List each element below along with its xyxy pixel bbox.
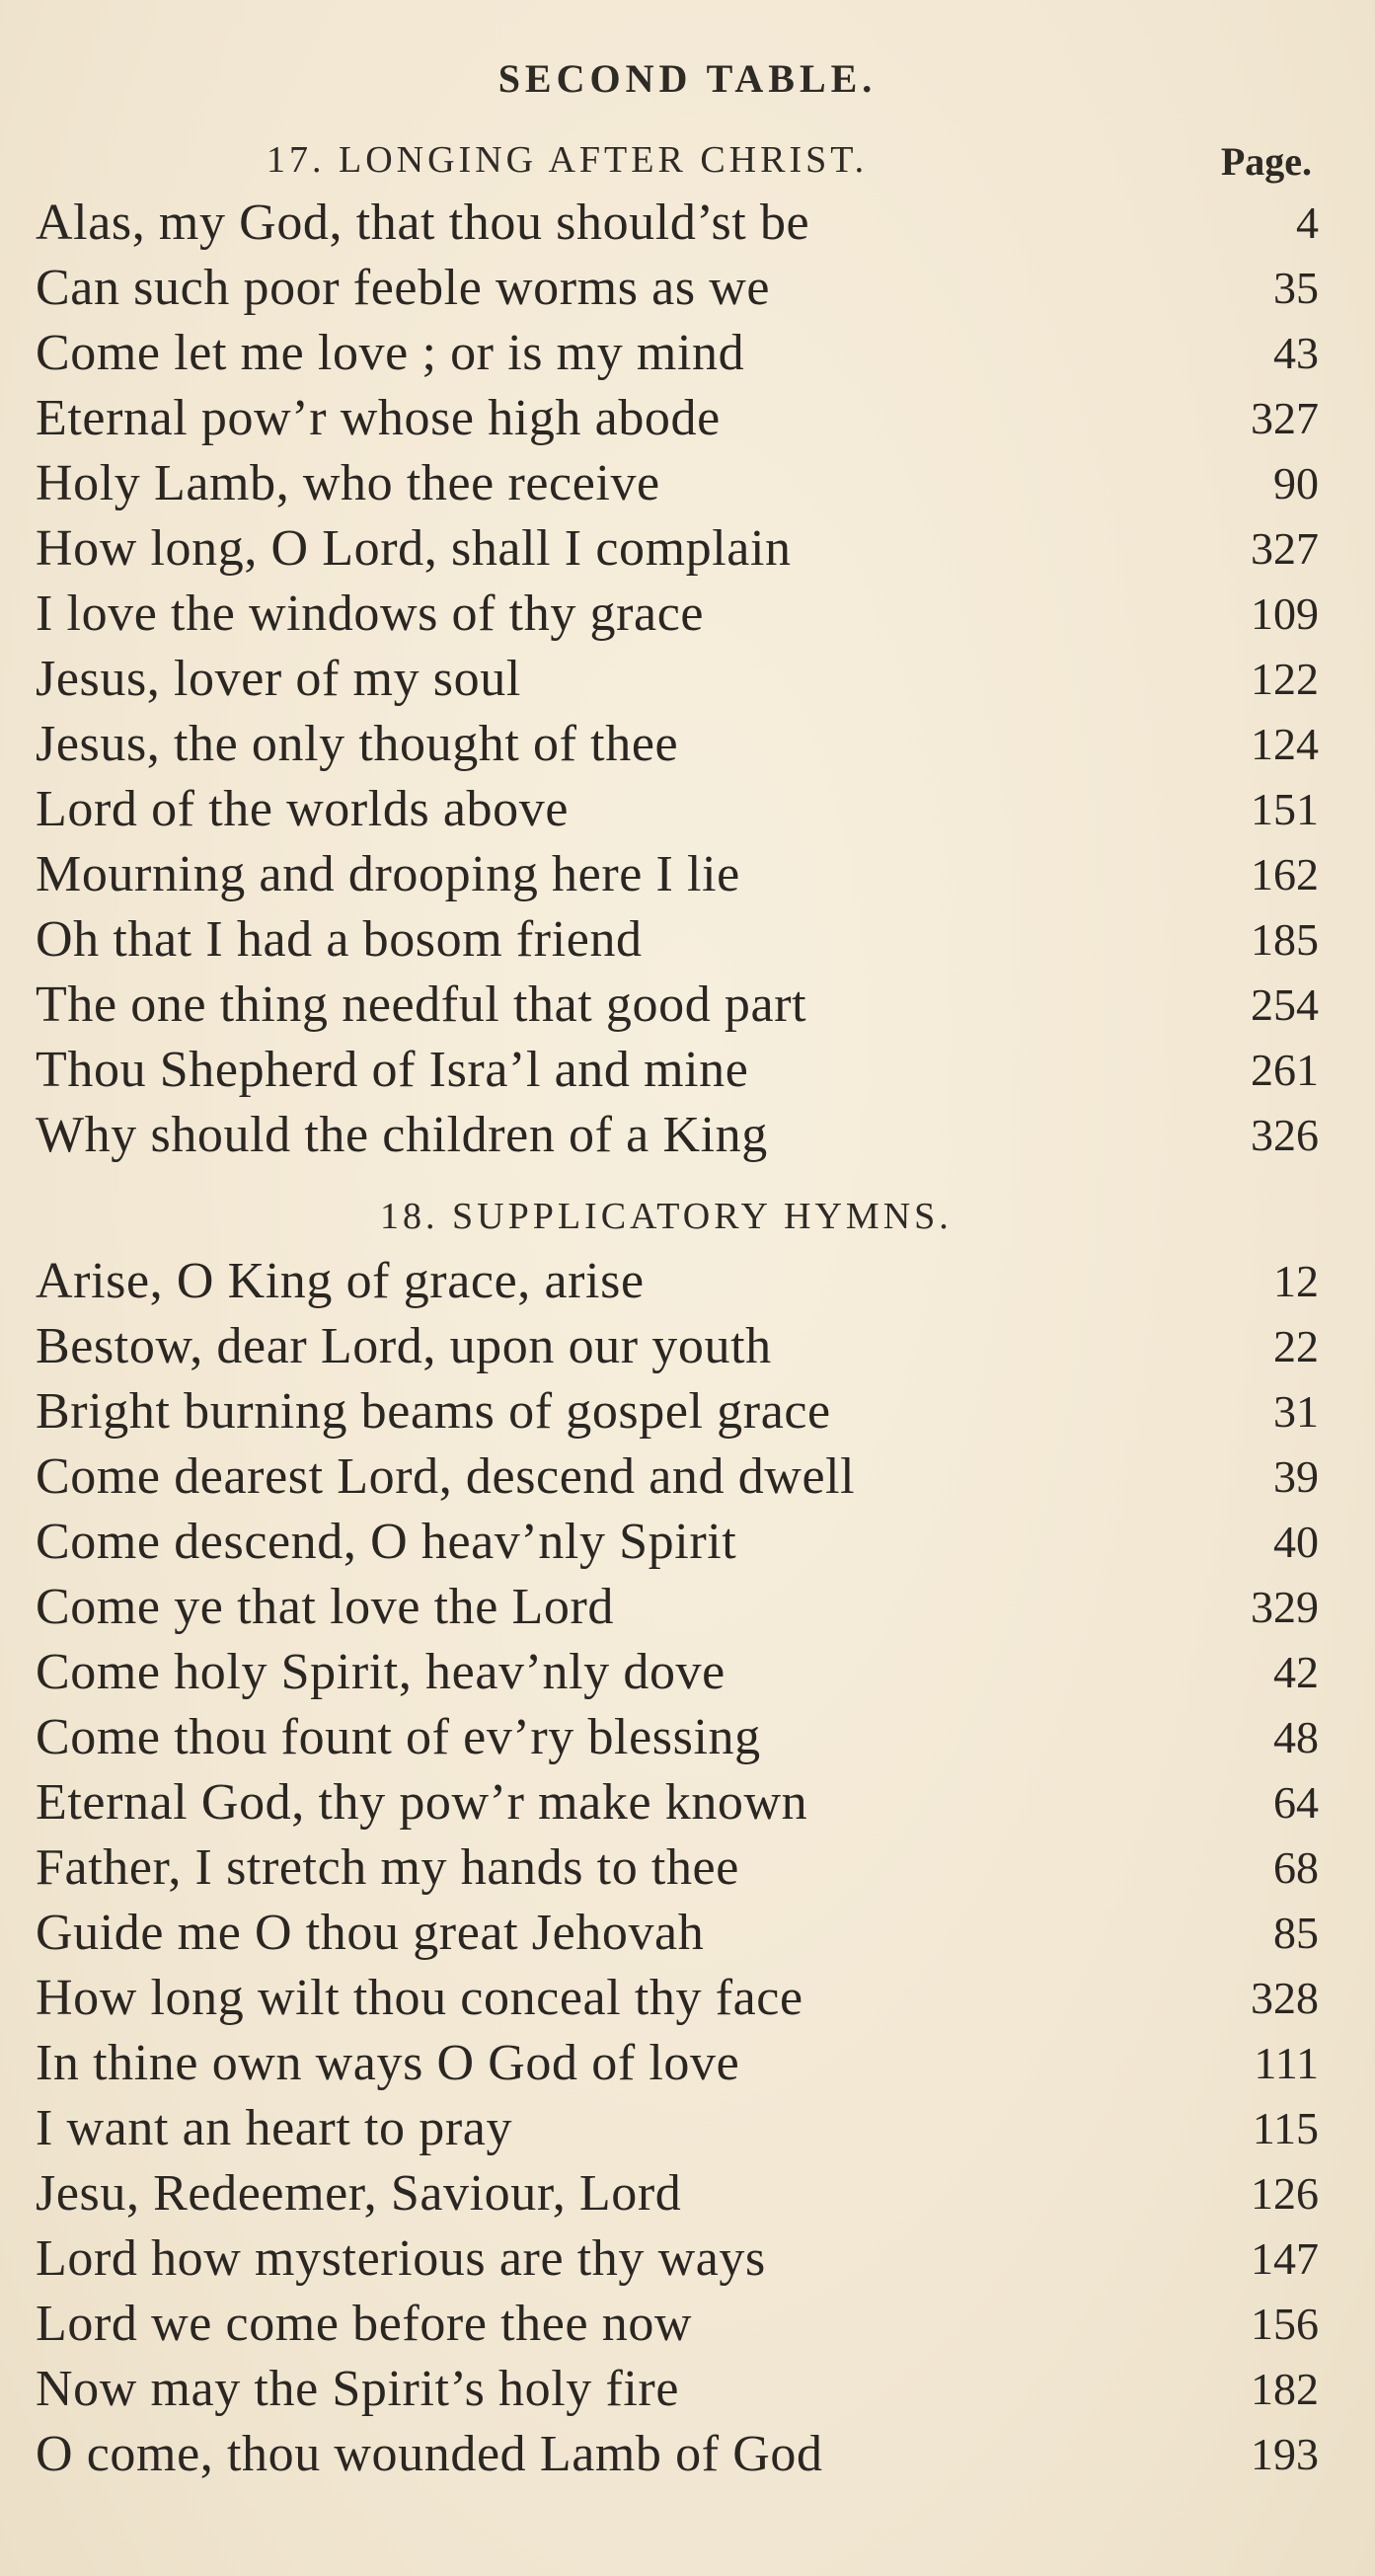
hymn-entry xyxy=(36,910,1319,970)
page-number: 4 xyxy=(1296,197,1319,248)
first-line: Jesu, Redeemer, Saviour, Lord xyxy=(36,2165,682,2222)
page-number: 126 xyxy=(1251,2168,1319,2219)
page-number: 31 xyxy=(1273,1386,1319,1437)
first-line: Why should the children of a King xyxy=(36,1107,768,1163)
page-number: 193 xyxy=(1251,2429,1319,2479)
section-header-longing-after-christ xyxy=(0,138,1375,197)
page-number: 12 xyxy=(1273,1256,1319,1306)
first-line: Bestow, dear Lord, upon our youth xyxy=(36,1318,772,1374)
hymn-entry xyxy=(36,2164,1319,2224)
hymn-entry xyxy=(36,780,1319,839)
first-line: Mourning and drooping here I lie xyxy=(36,846,740,902)
first-line: Father, I stretch my hands to thee xyxy=(36,1839,739,1896)
first-line: Come thou fount of ev’ry blessing xyxy=(36,1709,761,1765)
first-line: In thine own ways O God of love xyxy=(36,2035,740,2091)
section-title: 17. LONGING AFTER CHRIST. xyxy=(267,139,869,181)
page-number: 327 xyxy=(1251,523,1319,574)
hymn-entry xyxy=(36,1317,1319,1376)
first-line: Come let me love ; or is my mind xyxy=(36,325,745,381)
first-line: Now may the Spirit’s holy fire xyxy=(36,2361,680,2417)
first-line: Lord of the worlds above xyxy=(36,781,570,837)
page-number: 122 xyxy=(1251,654,1319,704)
section-header-supplicatory-hymns xyxy=(0,1195,1375,1254)
hymn-entry xyxy=(36,519,1319,579)
page-number: 90 xyxy=(1273,458,1319,508)
page-number: 48 xyxy=(1273,1712,1319,1762)
first-line: Eternal pow’r whose high abode xyxy=(36,390,721,446)
page-number: 151 xyxy=(1251,784,1319,834)
hymn-entry xyxy=(36,2360,1319,2419)
first-line: Thou Shepherd of Isra’l and mine xyxy=(36,1042,749,1098)
first-line: O come, thou wounded Lamb of God xyxy=(36,2426,823,2482)
first-line: Oh that I had a bosom friend xyxy=(36,911,643,968)
page-number: 162 xyxy=(1251,849,1319,899)
page-number: 68 xyxy=(1273,1842,1319,1893)
page-number: 22 xyxy=(1273,1321,1319,1371)
first-line: Come dearest Lord, descend and dwell xyxy=(36,1448,856,1505)
page-number: 43 xyxy=(1273,328,1319,378)
hymn-entry xyxy=(36,715,1319,774)
hymn-entry xyxy=(36,2425,1319,2484)
hymn-entry xyxy=(36,1578,1319,1637)
first-line: How long, O Lord, shall I complain xyxy=(36,520,792,577)
page-number: 39 xyxy=(1273,1451,1319,1502)
page-number: 64 xyxy=(1273,1777,1319,1828)
first-line: I love the windows of thy grace xyxy=(36,585,705,642)
first-line: Can such poor feeble worms as we xyxy=(36,260,771,316)
page-number: 109 xyxy=(1251,588,1319,639)
page-column-label: Page. xyxy=(1220,139,1312,184)
hymn-entry xyxy=(36,1382,1319,1442)
first-line: Come descend, O heav’nly Spirit xyxy=(36,1514,737,1570)
page-number: 254 xyxy=(1251,979,1319,1030)
first-line: I want an heart to pray xyxy=(36,2100,513,2156)
page-number: 111 xyxy=(1254,2038,1319,2088)
page-number: 40 xyxy=(1273,1517,1319,1567)
hymn-entry xyxy=(36,389,1319,448)
hymn-entry xyxy=(36,1969,1319,2028)
hymn-entry xyxy=(36,2229,1319,2289)
hymn-entry xyxy=(36,324,1319,383)
page-number: 147 xyxy=(1251,2233,1319,2284)
hymn-entry xyxy=(36,2295,1319,2354)
running-head: SECOND TABLE. xyxy=(497,56,878,101)
hymn-entry xyxy=(36,1447,1319,1507)
hymn-entry xyxy=(36,454,1319,513)
page-number: 156 xyxy=(1251,2299,1319,2349)
page-number: 42 xyxy=(1273,1647,1319,1697)
hymn-entry xyxy=(36,1773,1319,1833)
page-number: 185 xyxy=(1251,914,1319,965)
page-number: 85 xyxy=(1273,1908,1319,1958)
first-line: Come holy Spirit, heav’nly dove xyxy=(36,1644,726,1700)
first-line: The one thing needful that good part xyxy=(36,976,807,1033)
hymn-entry xyxy=(36,1904,1319,1963)
page-number: 326 xyxy=(1251,1110,1319,1160)
page-number: 327 xyxy=(1251,393,1319,443)
hymn-entry xyxy=(36,1041,1319,1100)
first-line: Alas, my God, that thou should’st be xyxy=(36,195,810,251)
page-number: 182 xyxy=(1251,2364,1319,2414)
first-line: Eternal God, thy pow’r make known xyxy=(36,1774,808,1831)
hymn-entry xyxy=(36,1513,1319,1572)
page-number: 261 xyxy=(1251,1045,1319,1095)
hymn-entry xyxy=(36,2099,1319,2158)
section-title: 18. SUPPLICATORY HYMNS. xyxy=(380,1196,953,1237)
hymn-entry xyxy=(36,1708,1319,1767)
first-line: Holy Lamb, who thee receive xyxy=(36,455,660,511)
hymn-entry xyxy=(36,2034,1319,2093)
first-line: Jesus, lover of my soul xyxy=(36,651,521,707)
first-line: Bright burning beams of gospel grace xyxy=(36,1383,831,1440)
hymn-entry xyxy=(36,650,1319,709)
first-line: Lord how mysterious are thy ways xyxy=(36,2230,766,2287)
page-number: 35 xyxy=(1273,263,1319,313)
hymn-entry xyxy=(36,1643,1319,1702)
page-number: 124 xyxy=(1251,719,1319,769)
page-number: 329 xyxy=(1251,1582,1319,1632)
page-number: 115 xyxy=(1252,2103,1319,2153)
hymn-entry xyxy=(36,585,1319,644)
hymn-entry xyxy=(36,1838,1319,1898)
first-line: Lord we come before thee now xyxy=(36,2296,693,2352)
first-line: Guide me O thou great Jehovah xyxy=(36,1905,705,1961)
hymn-entry xyxy=(36,1252,1319,1311)
first-line: How long wilt thou conceal thy face xyxy=(36,1970,803,2026)
first-line: Come ye that love the Lord xyxy=(36,1579,615,1635)
hymn-entry xyxy=(36,194,1319,253)
first-line: Arise, O King of grace, arise xyxy=(36,1253,645,1309)
first-line: Jesus, the only thought of thee xyxy=(36,716,679,772)
hymn-entry xyxy=(36,845,1319,904)
hymn-entry xyxy=(36,976,1319,1035)
hymn-entry xyxy=(36,1106,1319,1165)
page-number: 328 xyxy=(1251,1973,1319,2023)
hymn-entry xyxy=(36,259,1319,318)
